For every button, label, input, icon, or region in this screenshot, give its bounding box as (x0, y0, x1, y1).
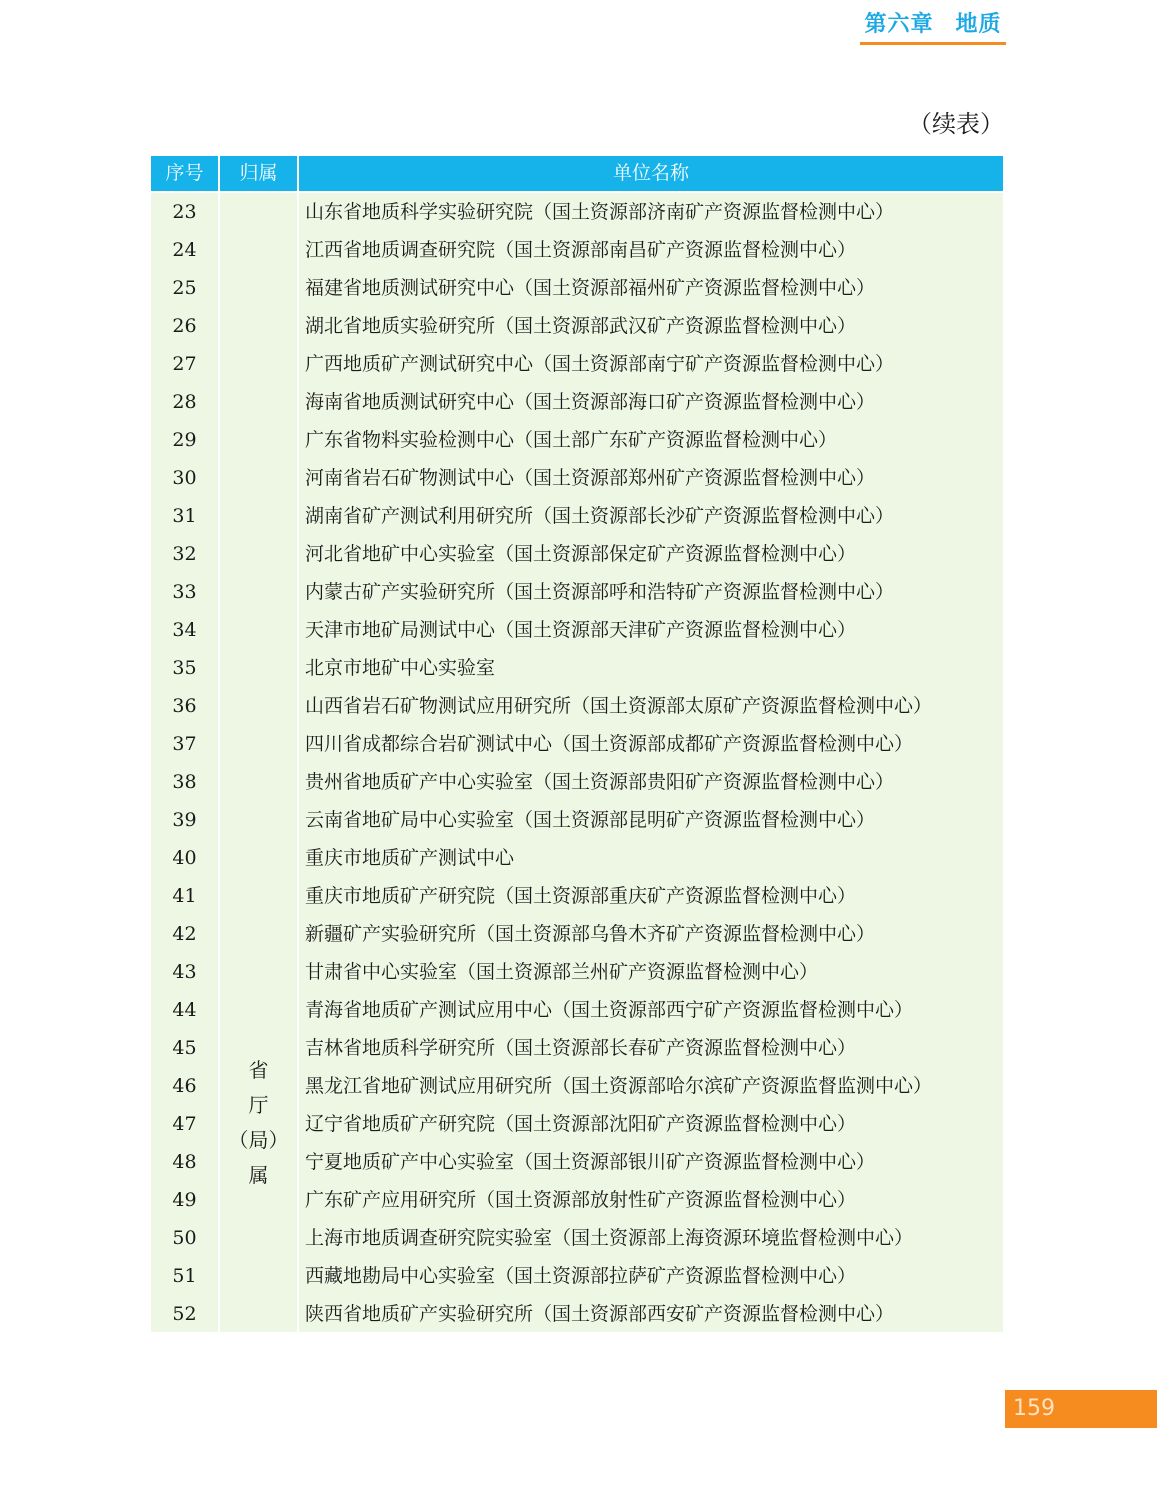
affiliation-line: （局） (228, 1128, 289, 1152)
row-serial: 41 (172, 885, 197, 907)
row-unit-name: 海南省地质测试研究中心（国土资源部海口矿产资源监督检测中心） (305, 391, 876, 413)
row-serial: 25 (172, 277, 197, 299)
row-unit-name: 重庆市地质矿产研究院（国土资源部重庆矿产资源监督检测中心） (305, 885, 857, 907)
row-unit-name: 青海省地质矿产测试应用中心（国土资源部西宁矿产资源监督检测中心） (305, 999, 914, 1021)
row-serial: 40 (172, 847, 197, 869)
table-body (151, 193, 1003, 1332)
chapter-underline (860, 42, 1006, 45)
row-serial: 47 (172, 1113, 197, 1135)
header-serial: 序号 (165, 162, 204, 184)
table-row (151, 649, 1003, 687)
table-row (151, 915, 1003, 953)
table-row (151, 193, 1003, 231)
table-row (151, 991, 1003, 1029)
row-serial: 33 (172, 581, 197, 603)
row-serial: 52 (172, 1303, 197, 1325)
row-unit-name: 天津市地矿局测试中心（国土资源部天津矿产资源监督检测中心） (305, 619, 857, 641)
row-unit-name: 黑龙江省地矿测试应用研究所（国土资源部哈尔滨矿产资源监督监测中心） (305, 1075, 933, 1097)
row-serial: 32 (172, 543, 197, 565)
row-serial: 31 (172, 505, 197, 527)
table-row (151, 1181, 1003, 1219)
table-row (151, 1219, 1003, 1257)
row-unit-name: 吉林省地质科学研究所（国土资源部长春矿产资源监督检测中心） (305, 1037, 857, 1059)
header-unit-name: 单位名称 (612, 162, 689, 184)
row-unit-name: 贵州省地质矿产中心实验室（国土资源部贵阳矿产资源监督检测中心） (305, 771, 895, 793)
row-serial: 39 (172, 809, 197, 831)
row-unit-name: 四川省成都综合岩矿测试中心（国土资源部成都矿产资源监督检测中心） (305, 733, 914, 755)
table-row (151, 725, 1003, 763)
chapter-number: 第六章 (864, 12, 934, 37)
table-row (151, 1143, 1003, 1181)
institution-table (151, 156, 1003, 1332)
row-unit-name: 湖北省地质实验研究所（国土资源部武汉矿产资源监督检测中心） (305, 315, 857, 337)
row-serial: 48 (172, 1151, 197, 1173)
row-unit-name: 广东矿产应用研究所（国土资源部放射性矿产资源监督检测中心） (305, 1189, 857, 1211)
row-unit-name: 甘肃省中心实验室（国土资源部兰州矿产资源监督检测中心） (305, 961, 819, 983)
row-serial: 27 (172, 353, 197, 375)
table-row (151, 1105, 1003, 1143)
table-row (151, 345, 1003, 383)
row-serial: 42 (172, 923, 197, 945)
row-unit-name: 河北省地矿中心实验室（国土资源部保定矿产资源监督检测中心） (305, 543, 857, 565)
row-serial: 43 (172, 961, 197, 983)
row-serial: 23 (172, 201, 197, 223)
table-row (151, 687, 1003, 725)
table-row (151, 1029, 1003, 1067)
row-unit-name: 重庆市地质矿产测试中心 (305, 847, 515, 869)
row-serial: 51 (172, 1265, 197, 1287)
row-serial: 34 (172, 619, 197, 641)
table-row (151, 801, 1003, 839)
continued-label: （续表） (908, 110, 1004, 138)
table-row (151, 307, 1003, 345)
row-unit-name: 辽宁省地质矿产研究院（国土资源部沈阳矿产资源监督检测中心） (305, 1113, 857, 1135)
row-unit-name: 内蒙古矿产实验研究所（国土资源部呼和浩特矿产资源监督检测中心） (305, 581, 895, 603)
table-row (151, 573, 1003, 611)
row-unit-name: 新疆矿产实验研究所（国土资源部乌鲁木齐矿产资源监督检测中心） (305, 923, 876, 945)
row-serial: 29 (172, 429, 197, 451)
row-unit-name: 山东省地质科学实验研究院（国土资源部济南矿产资源监督检测中心） (305, 201, 895, 223)
table-row (151, 497, 1003, 535)
table-row (151, 611, 1003, 649)
table-row (151, 877, 1003, 915)
row-serial: 35 (172, 657, 197, 679)
row-serial: 24 (172, 239, 197, 261)
row-unit-name: 北京市地矿中心实验室 (305, 657, 496, 679)
chapter-section: 地质 (955, 12, 1002, 37)
row-unit-name: 湖南省矿产测试利用研究所（国土资源部长沙矿产资源监督检测中心） (305, 505, 895, 527)
row-unit-name: 云南省地矿局中心实验室（国土资源部昆明矿产资源监督检测中心） (305, 809, 876, 831)
row-unit-name: 广东省物料实验检测中心（国土部广东矿产资源监督检测中心） (305, 429, 838, 451)
table-row (151, 535, 1003, 573)
table-row (151, 269, 1003, 307)
table-row (151, 763, 1003, 801)
header-affiliation: 归属 (239, 162, 278, 184)
row-unit-name: 宁夏地质矿产中心实验室（国土资源部银川矿产资源监督检测中心） (305, 1151, 876, 1173)
row-serial: 28 (172, 391, 197, 413)
row-serial: 44 (172, 999, 197, 1021)
row-unit-name: 福建省地质测试研究中心（国土资源部福州矿产资源监督检测中心） (305, 277, 876, 299)
table-header (151, 156, 1003, 191)
row-unit-name: 河南省岩石矿物测试中心（国土资源部郑州矿产资源监督检测中心） (305, 467, 876, 489)
row-unit-name: 西藏地勘局中心实验室（国土资源部拉萨矿产资源监督检测中心） (305, 1265, 857, 1287)
table-row (151, 231, 1003, 269)
row-unit-name: 山西省岩石矿物测试应用研究所（国土资源部太原矿产资源监督检测中心） (305, 695, 933, 717)
table-row (151, 1257, 1003, 1295)
page-number: 159 (1005, 1390, 1157, 1428)
table-row (151, 1295, 1003, 1333)
row-serial: 38 (172, 771, 197, 793)
row-unit-name: 上海市地质调查研究院实验室（国土资源部上海资源环境监督检测中心） (305, 1227, 914, 1249)
row-serial: 46 (172, 1075, 197, 1097)
row-unit-name: 广西地质矿产测试研究中心（国土资源部南宁矿产资源监督检测中心） (305, 353, 895, 375)
affiliation-line: 厅 (248, 1093, 269, 1117)
row-unit-name: 江西省地质调查研究院（国土资源部南昌矿产资源监督检测中心） (305, 239, 857, 261)
table-row (151, 383, 1003, 421)
row-serial: 49 (172, 1189, 197, 1211)
table-row (151, 953, 1003, 991)
table-row (151, 421, 1003, 459)
affiliation-line: 省 (248, 1058, 269, 1082)
row-serial: 26 (172, 315, 197, 337)
row-serial: 37 (172, 733, 197, 755)
row-serial: 36 (172, 695, 197, 717)
table-row (151, 839, 1003, 877)
row-unit-name: 陕西省地质矿产实验研究所（国土资源部西安矿产资源监督检测中心） (305, 1303, 895, 1325)
row-serial: 50 (172, 1227, 197, 1249)
chapter-header (860, 8, 1006, 42)
row-serial: 45 (172, 1037, 197, 1059)
table-row (151, 459, 1003, 497)
affiliation-line: 属 (248, 1163, 269, 1187)
row-serial: 30 (172, 467, 197, 489)
table-row (151, 1067, 1003, 1105)
